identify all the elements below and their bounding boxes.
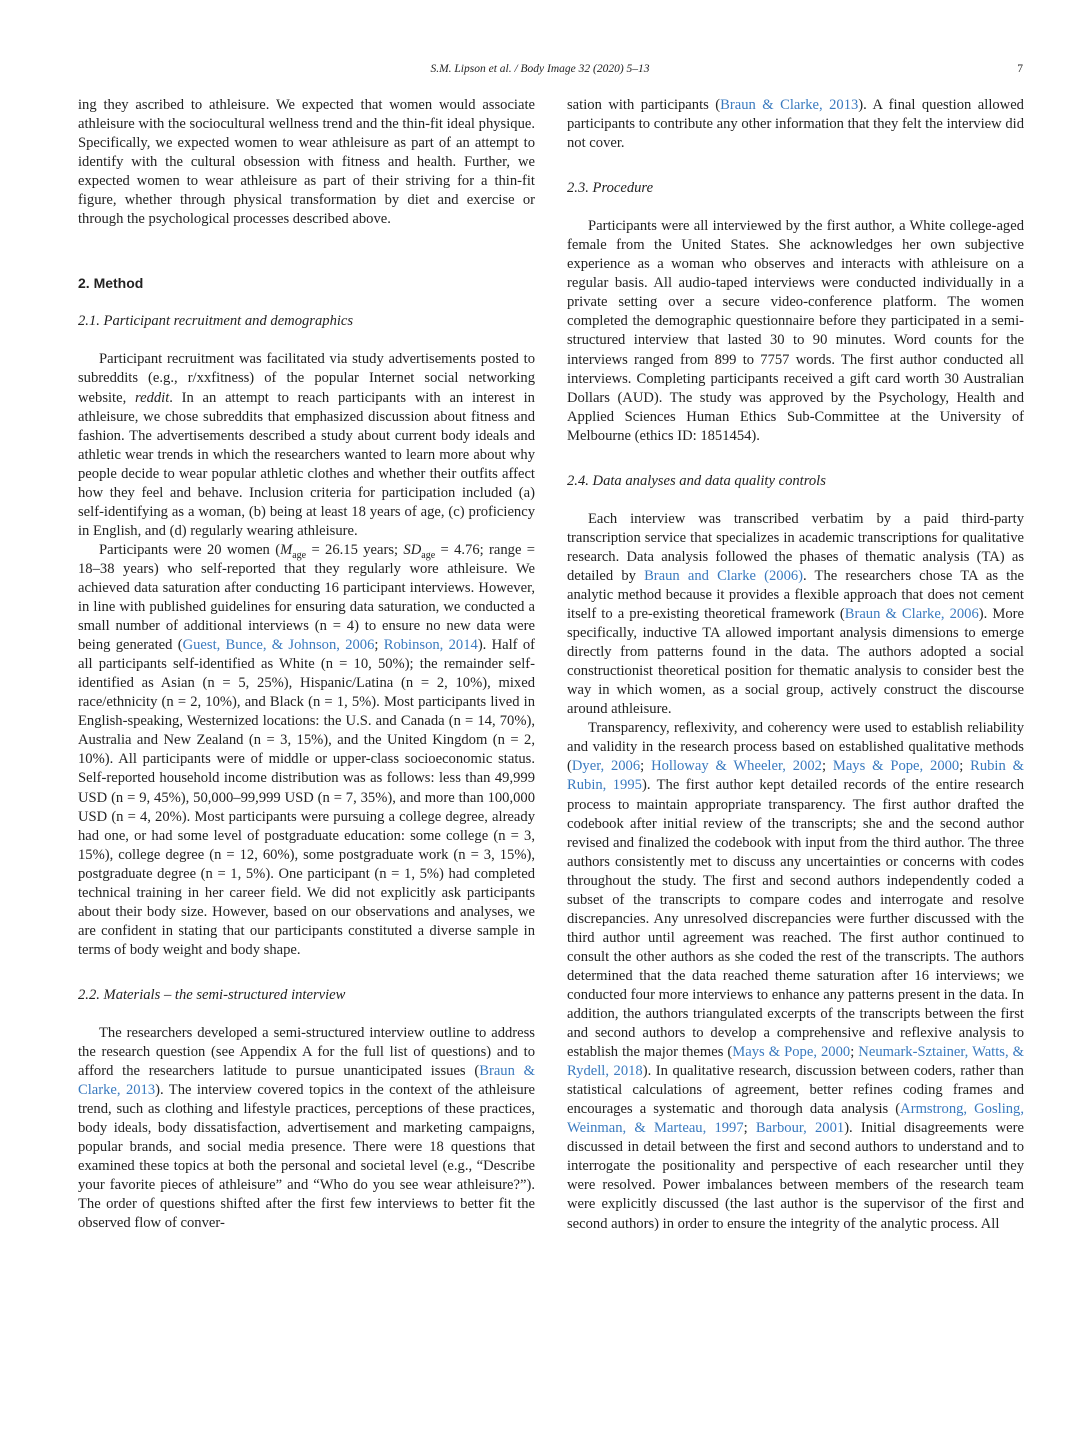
analysis-paragraph: Each interview was transcribed verbatim by a paid third-party transcription service that specializes in academic transcriptions for qualitative research. Data analysis followed the phases of thematic analysis (TA) as detailed by Braun and Clarke (2006). The researchers chose TA as the analytic method because it provides a flexible approach that does not cement itself to a pre-existing theoretical framework (Braun & Clarke, 2006). More specifically, inductive TA allowed important analysis dimensions to emerge directly from patterns found in the data. The authors adopted a social constructionist theoretical position for thematic analysis to consider best the way in which women, as a social group, actively construct the discourse around athleisure. <box>567 510 1024 718</box>
method-heading: 2. Method <box>78 275 144 292</box>
citation-link[interactable]: Mays & Pope, 2000 <box>832 758 960 775</box>
citation-link[interactable]: Braun & Clarke, 2006 <box>844 606 979 623</box>
section-2-1-heading: 2.1. Participant recruitment and demographics <box>78 313 354 330</box>
section-2-3-heading: 2.3. Procedure <box>567 180 654 197</box>
materials-continuation: sation with participants (Braun & Clarke, 2013). A final question allowed participants to contribute any other information that they felt the interview did not cover. <box>567 97 1024 152</box>
demographics-paragraph: Participants were 20 women ($M_{age} = 26.15$ years; $SD_{age} = 4.76$; range = 18–38 years) who self-reported that they regularly wore athleisure. We achieved data saturation after conducting 16 participant interviews. However, in line with published guidelines for ensuring data saturation, we conducted a small number of additional interviews (n = 4) to ensure no new data were being generated (Guest, Bunce, & Johnson, 2006; Robinson, 2014). Half of all participants self-identified as White (n = 10, 50%); the remainder self-identified as Asian (n = 5, 25%), Hispanic/Latina (n = 2, 10%), mixed race/ethnicity (n = 2, 10%), and Black (n = 1, 5%). Most participants lived in English-speaking, Westernized locations: the U.S. and Canada (n = 14, 70%), Australia and New Zealand (n = 3, 15%), and the United Kingdom (n = 2, 10%). All participants were of middle or upper-class socioeconomic status. Self-reported household income distribution was as follows: less than 49,999 USD (n = 9, 45%), 50,000–99,999 USD (n = 7, 35%), and more than 100,000 USD (n = 4, 20%). Most participants were pursuing a college degree, already had one, or had some level of postgraduate education: some college (n = 3, 15%), college degree (n = 12, 60%), some postgraduate work (n = 3, 15%), postgraduate degree (n = 1, 5%). One participant (n = 1, 5%) had completed technical training in her career field. We did not explicitly ask participants about their body size. However, based on our observations and analyses, we are confident in stating that our participants constituted a diverse sample in terms of body weight and body shape. <box>78 541 535 958</box>
citation-link[interactable]: Guest, Bunce, & Johnson, 2006 <box>182 637 375 654</box>
quality-paragraph: Transparency, reflexivity, and coherency were used to establish reliability and validity in the research process based on established qualitative methods (Dyer, 2006; Holloway & Wheeler, 2002; Mays & Pope, 2000; Rubin & Rubin, 1995). The first author kept detailed records of the entire research process to maintain appropriate transparency. The first author drafted the codebook after initial review of the transcripts; she and the second author revised and finalized the codebook with input from the third author. The three authors consistently met to discuss any uncertainties or concerns with codes throughout the study. The first and second authors independently coded a subset of the transcripts to compare codes and interrogate and resolve discrepancies. Any unresolved discrepancies were further discussed with the third author until agreement was reached. The first author continued to consult the other authors as she coded the rest of the transcripts. The authors determined that the data reached theme saturation after 16 interviews; we conducted four more interviews to enhance any patterns present in the data. In addition, the authors triangulated excerpts of the transcripts between the first and second authors to develop a comprehensive and reflexive analysis to establish the major themes (Mays & Pope, 2000; Neumark-Sztainer, Watts, & Rydell, 2018). In qualitative research, discussion between coders, rather than statistical calculations of agreement, better refines coding frames and encourages a systematic and thorough data analysis (Armstrong, Gosling, Weinman, & Marteau, 1997; Barbour, 2001). Initial disagreements were discussed in detail between the first and second authors to understand and to interrogate the positionality and perspective of each researcher until they were resolved. Power imbalances between members of the research team were explicitly discussed (the last author is the supervisor of the first and second authors) in order to ensure the integrity of the analytic process. All <box>567 720 1025 1232</box>
citation-link[interactable]: Neumark-Sztainer, Watts, & Rydell, 2018 <box>567 1044 1025 1080</box>
citation-link[interactable]: Rubin & Rubin, 1995 <box>567 758 1024 794</box>
materials-paragraph: The researchers developed a semi-structured interview outline to address the research question (see Appendix A for the full list of questions) and to afford the researchers latitude to pursue unanticipated issues (Braun & Clarke, 2013). The interview covered topics in the context of the athleisure trend, such as clothing and lifestyle practices, perceptions of these practices, body ideals, body dissatisfaction, advertisement and marketing campaigns, popular brands, and social media presence. There were 18 questions that examined these topics at both the personal and societal level (e.g., “Describe your favorite pieces of athleisure” and “Who do you see wear athleisure?”). The order of questions shifted after the first few interviews to better fit the observed flow of conver- <box>78 1024 536 1232</box>
citation-link[interactable]: Braun & Clarke, 2013 <box>78 1063 536 1099</box>
left-column <box>78 96 535 1233</box>
recruitment-paragraph: Participant recruitment was facilitated via study advertisements posted to subreddits (e.g., r/xxfitness) of the popular Internet social networking website, reddit. In an attempt to reach participants with an interest in athleisure, we chose subreddits that emphasized discussion about fitness and fashion. The advertisements described a study about current body ideals and athletic wear trends in which the researchers wanted to learn more about why people decide to wear popular athletic clothes and whether their outfits affect how they feel and behave. Inclusion criteria for participation included (a) self-identifying as a woman, (b) being at least 18 years of age, (c) proficiency in English, and (d) regularly wearing athleisure. <box>78 351 535 539</box>
citation-link[interactable]: Barbour, 2001 <box>755 1120 845 1137</box>
section-2-4-heading: 2.4. Data analyses and data quality controls <box>567 472 826 489</box>
citation-link[interactable]: Braun & Clarke, 2013 <box>720 97 859 113</box>
page-number: 7 <box>1017 63 1023 75</box>
section-2-2-heading: 2.2. Materials – the semi-structured interview <box>78 986 346 1003</box>
running-header <box>0 63 1080 83</box>
right-column <box>567 96 1024 1234</box>
intro-tail-paragraph: ing they ascribed to athleisure. We expected that women would associate athleisure with the sociocultural wellness trend and the thin-fit ideal physique. Specifically, we expected women to wear athleisure as part of an attempt to identify with the cultural obsession with fitness and health. Further, we expected women to wear athleisure as part of their striving for a thin-fit figure, whether through physical transformation by diet and exercise or through the psychological processes described above. <box>78 97 535 228</box>
citation-link[interactable]: Robinson, 2014 <box>383 637 478 654</box>
citation-link[interactable]: Braun and Clarke (2006) <box>644 567 804 584</box>
citation-link[interactable]: Armstrong, Gosling, Weinman, & Marteau, 1997 <box>567 1101 1024 1137</box>
procedure-paragraph: Participants were all interviewed by the first author, a White college-aged female from the United States. She acknowledges her own subjective experience as a woman who observes and interacts with athleisure on a regular basis. All audio-taped interviews were conducted individually in a private setting over a secure video-conference platform. The women completed the demographic questionnaire before they participated in a semi-structured interview that lasted 30 to 90 minutes. Word counts for the interviews ranged from 899 to 7757 words. The first author conducted all interviews. Completing participants received a gift card worth 30 Australian Dollars (AUD). The study was approved by the Psychology, Health and Applied Sciences Human Ethics Sub-Committee at the University of Melbourne (ethics ID: 1851454). <box>567 218 1024 444</box>
citation-link[interactable]: Dyer, 2006 <box>571 758 641 775</box>
journal-citation: S.M. Lipson et al. / Body Image 32 (2020) 5–13 <box>430 63 650 75</box>
citation-link[interactable]: Holloway & Wheeler, 2002 <box>651 758 822 775</box>
citation-link[interactable]: Mays & Pope, 2000 <box>732 1044 851 1061</box>
